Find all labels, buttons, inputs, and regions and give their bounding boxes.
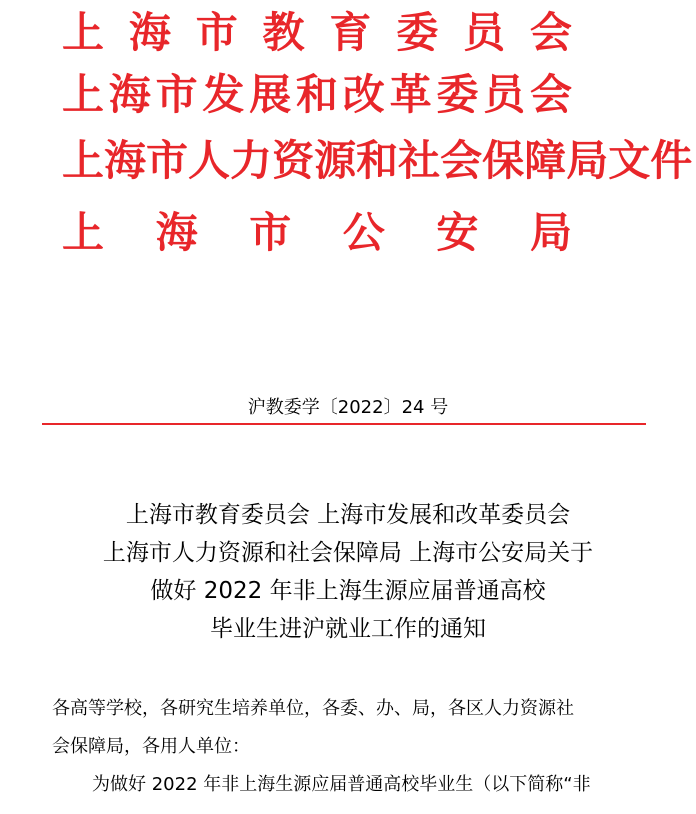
title-line: 做好 2022 年非上海生源应届普通高校 xyxy=(150,578,546,604)
title-line: 上海市教育委员会 上海市发展和改革委员会 xyxy=(125,502,571,528)
document-number: 沪教委学〔2022〕24 号 xyxy=(247,397,449,418)
document-title xyxy=(0,496,696,648)
red-divider xyxy=(42,423,646,425)
issuer-line-development: 上 海 市 发 展 和 改 革 委 员 会 xyxy=(62,70,572,119)
body-line: 各高等学校，各研究生培养单位，各委、办、局，各区人力资源社 xyxy=(52,698,574,719)
title-line: 上海市人力资源和社会保障局 上海市公安局关于 xyxy=(102,540,594,566)
issuer-line-police: 上 海 市 公 安 局 xyxy=(62,208,572,257)
body-line: 为做好 2022 年非上海生源应届普通高校毕业生（以下简称“非 xyxy=(92,774,591,795)
document-body xyxy=(52,690,652,804)
issuer-line-education: 上 海 市 教 育 委 员 会 xyxy=(62,8,572,57)
body-line: 会保障局，各用人单位： xyxy=(52,736,250,757)
title-line: 毕业生进沪就业工作的通知 xyxy=(210,616,486,642)
issuer-line-hr: 上 海 市 人 力 资 源 和 社 会 保 障 局 文 件 xyxy=(62,136,693,185)
